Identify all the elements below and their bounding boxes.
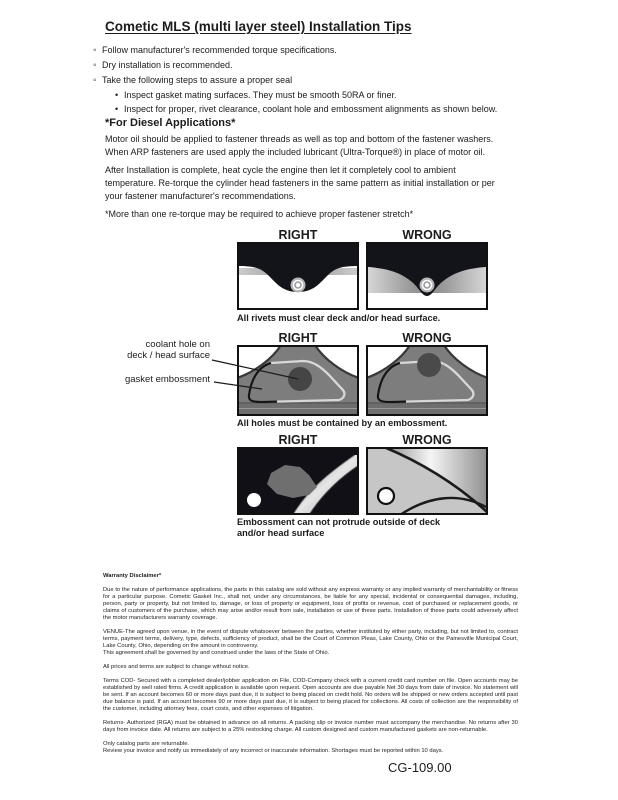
hole-embossment-wrong-diagram — [366, 345, 488, 416]
returns-paragraph: Returns- Authorized (RGA) must be obtained in advance on all returns. A packing slip or invoice number must accompany the merchandise. No returns after 30 days from invoice date. All returns are subject to a 25% restocking charge. All custom designed and custom manufactured gaskets are non-returnable. — [103, 720, 518, 733]
circle-bullet-icon — [93, 43, 102, 58]
row1-caption: All rivets must clear deck and/or head surface. — [237, 313, 441, 323]
rivet-clearance-right-diagram — [237, 242, 359, 310]
wrong-label: WRONG — [402, 433, 452, 447]
page-title: Cometic MLS (multi layer steel) Installation Tips — [105, 19, 412, 34]
row3-caption-line2: and/or head surface — [237, 528, 325, 538]
gasket-embossment-annotation: gasket embossment — [124, 374, 210, 385]
catalog-parts-line: Only catalog parts are returnable. — [103, 741, 190, 747]
dot-bullet-icon — [115, 88, 124, 102]
right-label: RIGHT — [278, 331, 318, 345]
list-item — [93, 43, 497, 58]
circle-bullet-icon — [93, 73, 102, 88]
review-invoice-line: Review your invoice and notify us immediately of any incorrect or inaccurate information. Shortages must be reported within 10 days. — [103, 748, 444, 754]
warranty-disclaimer-heading: Warranty Disclaimer* — [103, 573, 162, 579]
coolant-hole-annotation: deck / head surface — [127, 350, 210, 361]
installation-tips-list — [93, 43, 497, 116]
hole-embossment-right-diagram — [237, 345, 359, 416]
row3-caption-line1: Embossment can not protrude outside of deck — [237, 517, 441, 527]
list-item-text: Inspect for proper, rivet clearance, coolant hole and embossment alignments as shown below. — [124, 104, 498, 114]
wrong-label: WRONG — [402, 331, 452, 345]
list-item-text: Follow manufacturer's recommended torque specifications. — [102, 45, 337, 55]
sub-list-item — [115, 88, 497, 102]
embossment-protrusion-wrong-diagram — [366, 447, 488, 515]
list-item-text: Dry installation is recommended. — [102, 60, 233, 70]
doc-number: CG-109.00 — [388, 760, 452, 775]
heat-cycle-paragraph: After Installation is complete, heat cycle the engine then let it completely cool to ambient temperature. Re-torque the cylinder head fasteners in the same pattern as initial installation or per your fastener manufacturer's recommendations. — [105, 165, 495, 201]
list-item — [93, 73, 497, 88]
venue-paragraph: VENUE-The agreed upon venue, in the event of dispute whatsoever between the parties, whether instituted by either party, including, but not limited to, contract terms, payment terms, delivery, type, defects, sufficiency of product, shall be the Court of Common Pleas, Lake County, Ohio or the Painesville Municipal Court, Lake County, Ohio, depending on the amount in controversy. — [103, 629, 518, 649]
retorque-note: *More than one re-torque may be required to achieve proper fastener stretch* — [105, 209, 414, 219]
diesel-applications-heading: *For Diesel Applications* — [105, 117, 236, 129]
dot-bullet-icon — [115, 102, 124, 116]
diesel-paragraph: Motor oil should be applied to fastener threads as well as top and bottom of the fastener washers. When ARP fasteners are used apply the included lubricant (Ultra-Torque®) in place of motor oil. — [105, 134, 494, 157]
warranty-paragraph: Due to the nature of performance applications, the parts in this catalog are sold without any express warranty or any implied warranty of merchantability or fitness for a particular purpose. Cometic Gasket Inc., shall not, under any circumstances, be liable for any special, incidental or consequential damages, including, person, party or property, but not limited to, damage, or loss of property or equipment, loss of profits or revenue, cost of purchased or replacement goods, or claims of customers of the purchase, which may arise and/or result from sale, installation or use of these parts. Installation of these parts could adversely affect the motor manufacturers warranty coverage. — [103, 587, 518, 621]
fine-print-block — [103, 573, 518, 755]
circle-bullet-icon — [93, 58, 102, 73]
rivet-clearance-wrong-diagram — [366, 242, 488, 310]
coolant-hole-annotation: coolant hole on — [145, 339, 210, 350]
wrong-label: WRONG — [402, 228, 452, 242]
row2-caption: All holes must be contained by an embossment. — [237, 418, 448, 428]
prices-terms-line: All prices and terms are subject to change without notice. — [103, 664, 250, 670]
terms-cod-paragraph: Terms COD- Secured with a completed dealer/jobber application on File, COD-Company check with a current credit card number on file. Open accounts may be established by well rated firms. A credit application is available upon request. Open accounts are due payable Net 30 days from date of invoice. No statement will be sent. If an account becomes 60 or more days past due, it is subject to being placed on credit hold. No orders will be shipped or new orders accepted until past due balance is paid. If an account becomes 90 or more days past due, it is subject to being placed for collections. All costs of collection are the responsibility of the customer, including attorney fees, court costs, and other expenses of litigation. — [103, 678, 518, 712]
sub-list-item — [115, 102, 497, 116]
right-label: RIGHT — [278, 228, 318, 242]
embossment-protrusion-right-diagram — [237, 447, 359, 515]
right-label: RIGHT — [278, 433, 318, 447]
list-item — [93, 58, 497, 73]
list-item-text: Inspect gasket mating surfaces. They must be smooth 50RA or finer. — [124, 90, 397, 100]
list-item-text: Take the following steps to assure a proper seal — [102, 75, 293, 85]
governing-law-line: This agreement shall be governed by and construed under the laws of the State of Ohio. — [103, 650, 330, 656]
